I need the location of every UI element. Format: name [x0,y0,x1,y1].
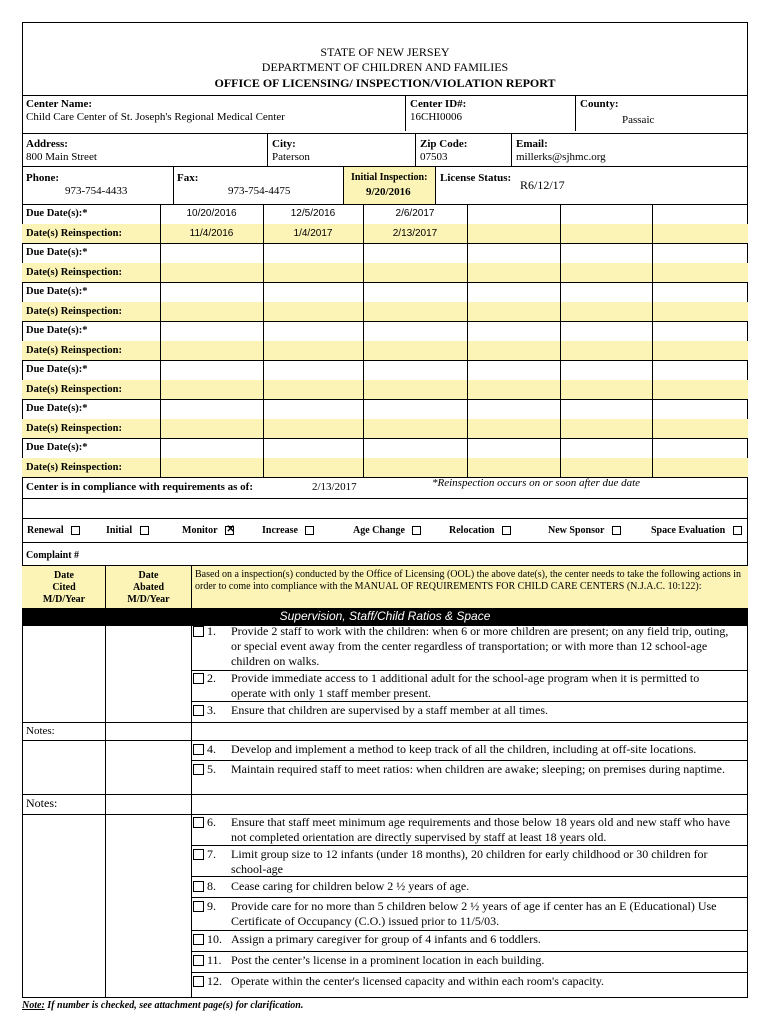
date-cell[interactable] [560,282,652,302]
date-cell[interactable] [652,399,748,419]
instructions-header: Based on a inspection(s) conducted by the Office of Licensing (OOL) the above date(s), the center needs to take the following actions in order to come into compliance with the MANUAL OF REQUIREMENTS FOR CHILD CARE CENTERS (N.J.A.C. 10:122): [195,569,742,592]
due-date-label: Due Date(s):* [26,247,88,258]
section-title: Supervision, Staff/Child Ratios & Space [279,609,491,623]
license-status-label: License Status: [440,172,512,184]
compliance-date: 2/13/2017 [312,481,357,493]
due-date-label: Due Date(s):* [26,364,88,375]
center-id-label: Center ID#: [410,98,467,110]
date-cell[interactable] [652,419,748,438]
due-date-label: Due Date(s):* [26,442,88,453]
requirement-text: Maintain required staff to meet ratios: when children are awake; sleeping; on premises during naptime. [231,762,725,776]
requirement-checkbox[interactable] [193,901,204,912]
type-monitor-checkbox[interactable]: ✕ [226,524,235,536]
reinspection-date-label: Date(s) Reinspection: [26,228,122,239]
date-cell[interactable] [652,380,748,399]
reinspection-date-label: Date(s) Reinspection: [26,384,122,395]
type-relocation-checkbox[interactable] [502,526,511,535]
date-cell[interactable] [652,243,748,263]
city: Paterson [272,151,310,163]
center-id: 16CHI0006 [410,111,462,123]
date-cell[interactable] [467,399,560,419]
type-new-sponsor[interactable] [548,524,621,537]
date-cell[interactable] [560,224,652,243]
address-label: Address: [26,138,68,150]
requirement-number: 2. [207,671,216,685]
date-cell[interactable] [467,282,560,302]
header-department: DEPARTMENT OF CHILDREN AND FAMILIES [261,60,509,74]
type-monitor[interactable] [182,524,234,537]
initial-inspection-date: 9/20/2016 [366,186,411,198]
date-cell[interactable] [467,263,560,282]
date-cell[interactable] [560,302,652,321]
type-space-evaluation[interactable] [651,524,742,537]
requirement-checkbox[interactable] [193,955,204,966]
date-cell[interactable] [560,380,652,399]
requirement-text: Assign a primary caregiver for group of 4 infants and 6 toddlers. [231,932,541,946]
footer-note [22,999,303,1012]
requirement-number: 1. [207,624,216,638]
footer-note-text: If number is checked, see attachment page(s) for clarification. [44,1000,304,1011]
zip: 07503 [420,151,448,163]
requirement-text: Provide 2 staff to work with the children: when 6 or more children are present; on any field trip, outing, or special event away from the center regardless of transportation; or with more than 12 school-age children on walks. [231,624,729,668]
reinspection-date-cell[interactable]: 1/4/2017 [293,228,333,239]
type-renewal[interactable] [27,524,80,537]
type-renewal-label: Renewal [27,525,64,536]
date-cell[interactable] [467,419,560,438]
email: millerks@sjhmc.org [516,151,606,163]
type-age-change-label: Age Change [353,525,405,536]
reinspection-date-label: Date(s) Reinspection: [26,306,122,317]
date-cell[interactable] [467,224,560,243]
date-cell[interactable] [560,360,652,380]
requirement-checkbox[interactable] [193,817,204,828]
type-increase[interactable] [262,524,314,537]
requirement-checkbox[interactable] [193,744,204,755]
reinspection-note: *Reinspection occurs on or soon after due date [432,477,641,489]
date-cell[interactable] [560,341,652,360]
requirement-number: 8. [207,879,216,893]
date-cell[interactable] [467,204,560,224]
requirement-text: Ensure that children are supervised by a staff member at all times. [231,703,549,717]
type-renewal-checkbox[interactable] [71,526,80,535]
reinspection-date-cell[interactable]: 11/4/2016 [189,228,234,239]
requirement-number: 12. [207,974,222,988]
reinspection-date-label: Date(s) Reinspection: [26,345,122,356]
requirement-number: 9. [207,899,216,913]
footer-note-word: Note: [22,1000,45,1011]
date-cell[interactable] [652,321,748,341]
date-cell[interactable] [652,302,748,321]
due-date-label: Due Date(s):* [26,208,88,219]
type-space-evaluation-checkbox[interactable] [733,526,742,535]
due-date-cell[interactable]: 10/20/2016 [186,208,237,219]
type-initial-checkbox[interactable] [140,526,149,535]
type-initial-label: Initial [106,525,133,536]
type-new-sponsor-label: New Sponsor [548,525,605,536]
date-cell[interactable] [467,341,560,360]
notes-label: Notes: [26,796,58,810]
type-age-change[interactable] [353,524,421,537]
compliance-label: Center is in compliance with requirements as of: [26,481,254,493]
county: Passaic [622,114,655,126]
license-status: R6/12/17 [520,178,565,192]
type-space-evaluation-label: Space Evaluation [651,525,726,536]
notes-label: Notes: [26,725,55,737]
date-cell[interactable] [652,224,748,243]
date-abated-header: Date Abated M/D/Year [127,570,170,605]
date-cell[interactable] [652,438,748,458]
center-name: Child Care Center of St. Joseph's Regional Medical Center [26,111,285,123]
reinspection-date-cell[interactable]: 2/13/2017 [392,228,438,239]
date-cell[interactable] [467,438,560,458]
date-cell[interactable] [467,380,560,399]
requirement-number: 5. [207,762,216,776]
email-label: Email: [516,138,548,150]
due-date-label: Due Date(s):* [26,286,88,297]
type-relocation-label: Relocation [449,525,495,536]
date-cell[interactable] [560,438,652,458]
type-age-change-checkbox[interactable] [412,526,421,535]
type-increase-checkbox[interactable] [305,526,314,535]
date-cell[interactable] [467,458,560,477]
initial-inspection-label: Initial Inspection: [351,172,428,183]
requirement-text: Limit group size to 12 infants (under 18 months), 20 children for early childhood or 30 children for school-age [231,847,708,876]
city-label: City: [272,138,296,150]
date-cell[interactable] [467,302,560,321]
requirement-number: 4. [207,742,216,756]
requirement-number: 7. [207,847,216,861]
requirement-checkbox[interactable] [193,934,204,945]
due-date-cell[interactable]: 12/5/2016 [290,208,336,219]
reinspection-date-label: Date(s) Reinspection: [26,267,122,278]
type-initial[interactable] [106,524,149,537]
requirement-text: Cease caring for children below 2 ½ years of age. [231,879,470,893]
requirement-checkbox[interactable] [193,849,204,860]
requirement-text: Provide immediate access to 1 additional adult for the school-age program when it is permitted to operate with only 1 staff member present. [231,671,700,700]
due-date-label: Due Date(s):* [26,325,88,336]
requirement-checkbox[interactable] [193,705,204,716]
center-name-label: Center Name: [26,98,93,110]
reinspection-date-label: Date(s) Reinspection: [26,462,122,473]
address: 800 Main Street [26,151,97,163]
date-cell[interactable] [652,360,748,380]
date-cell[interactable] [560,419,652,438]
date-cell[interactable] [652,204,748,224]
type-relocation[interactable] [449,524,511,537]
date-cell[interactable] [652,263,748,282]
requirement-checkbox[interactable] [193,673,204,684]
phone-label: Phone: [26,172,59,184]
date-cell[interactable] [560,243,652,263]
requirement-text: Develop and implement a method to keep track of all the children, including at off-site locations. [231,742,697,756]
type-increase-label: Increase [262,525,298,536]
requirement-number: 11. [207,953,222,967]
requirement-text: Ensure that staff meet minimum age requirements and those below 18 years old and new staff who have not completed orientation are directly supervised by staff at least 18 years old. [231,815,731,844]
date-cell[interactable] [652,282,748,302]
notes-area[interactable] [23,741,190,793]
requirement-checkbox[interactable] [193,976,204,987]
date-cell[interactable] [560,204,652,224]
due-date-cell[interactable]: 2/6/2017 [395,208,435,219]
requirement-text: Operate within the center's licensed capacity and within each room's capacity. [231,974,605,988]
date-cell[interactable] [560,458,652,477]
page-title: OFFICE OF LICENSING/ INSPECTION/VIOLATION REPORT [214,76,556,90]
phone: 973-754-4433 [65,185,128,197]
date-cell[interactable] [467,321,560,341]
due-date-label: Due Date(s):* [26,403,88,414]
zip-label: Zip Code: [420,138,468,150]
requirement-checkbox[interactable] [193,764,204,775]
requirement-number: 3. [207,703,216,717]
date-cell[interactable] [560,321,652,341]
county-label: County: [580,98,619,110]
complaint-label: Complaint # [26,550,80,561]
requirement-checkbox[interactable] [193,881,204,892]
date-cell[interactable] [560,263,652,282]
requirement-text: Post the center’s license in a prominent location in each building. [231,953,545,967]
date-cell[interactable] [560,399,652,419]
type-monitor-label: Monitor [182,525,218,536]
requirement-number: 10. [207,932,222,946]
requirement-checkbox[interactable] [193,626,204,637]
header-state: STATE OF NEW JERSEY [320,45,450,59]
notes-area[interactable] [23,815,190,997]
date-cell[interactable] [467,360,560,380]
date-cell[interactable] [467,243,560,263]
date-cell[interactable] [652,458,748,477]
date-cell[interactable] [652,341,748,360]
requirement-number: 6. [207,815,216,829]
requirement-text: Provide care for no more than 5 children below 2 ½ years of age if center has an E (Educational) Use Certificate of Occupancy (C.O.) issued prior to 11/5/03. [231,899,717,928]
date-cited-header: Date Cited M/D/Year [42,570,86,605]
reinspection-date-label: Date(s) Reinspection: [26,423,122,434]
type-new-sponsor-checkbox[interactable] [612,526,621,535]
fax-label: Fax: [177,172,199,184]
fax: 973-754-4475 [228,185,291,197]
